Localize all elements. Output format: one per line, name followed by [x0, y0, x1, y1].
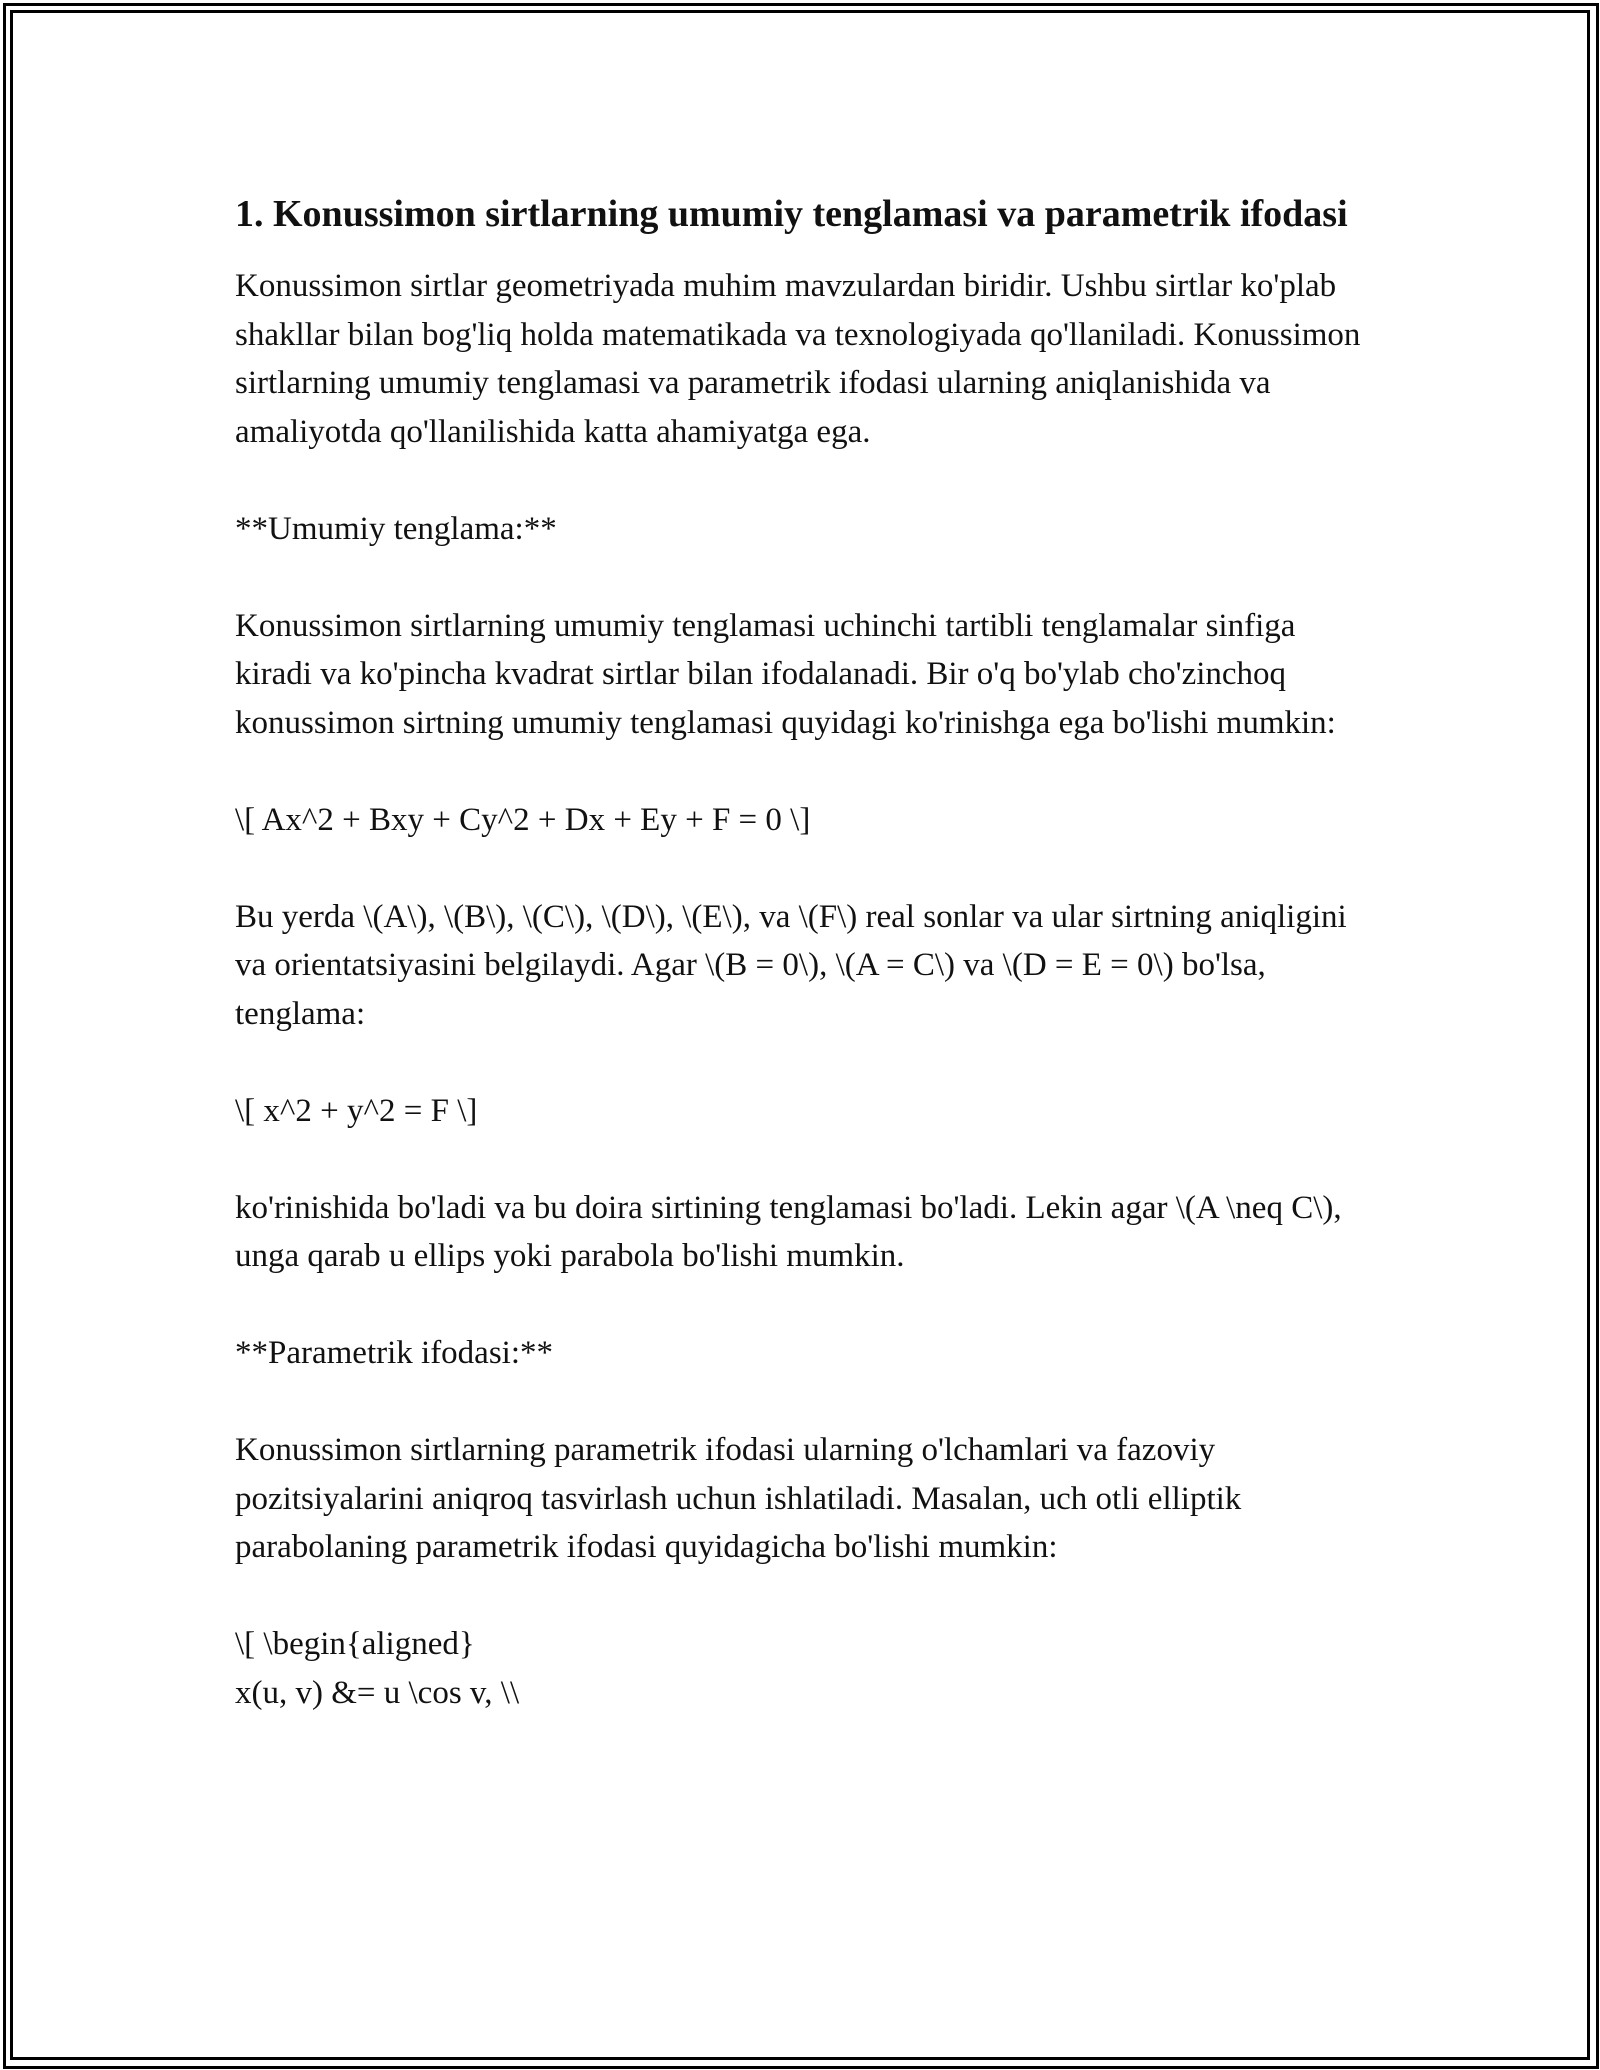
- general-equation-formula: \[ Ax^2 + Bxy + Cy^2 + Dx + Ey + F = 0 \]: [235, 801, 811, 838]
- coefficients-paragraph: Bu yerda \(A\), \(B\), \(C\), \(D\), \(E\), va \(F\) real sonlar va ular sirtning aniqligini va orientatsiyasini belgilaydi. Agar \(B = 0\), \(A = C\) va \(D = E = 0\) bo'lsa, tenglama:: [235, 898, 1347, 1032]
- document-body: [235, 186, 1375, 1766]
- general-equation-subheading: **Umumiy tenglama:**: [235, 510, 557, 547]
- circle-explanation-paragraph: ko'rinishida bo'ladi va bu doira sirtining tenglamasi bo'ladi. Lekin agar \(A \neq C\), unga qarab u ellips yoki parabola bo'lishi mumkin.: [235, 1189, 1342, 1274]
- parametric-subheading: **Parametrik ifodasi:**: [235, 1335, 554, 1371]
- parametric-paragraph: Konussimon sirtlarning parametrik ifodasi ularning o'lchamlari va fazoviy pozitsiyalarini aniqroq tasvirlash uchun ishlatiladi. Masalan, uch otli elliptik parabolaning parametrik ifodasi quyidagicha bo'lishi mumkin:: [235, 1432, 1242, 1565]
- general-equation-paragraph: Konussimon sirtlarning umumiy tenglamasi uchinchi tartibli tenglamalar sinfiga kiradi va ko'pincha kvadrat sirtlar bilan ifodalanadi. Bir o'q bo'ylab cho'zinchoq konussimon sirtning umumiy tenglamasi quyidagi ko'rinishga ega bo'lishi mumkin:: [235, 607, 1336, 741]
- parametric-formula: \[ \begin{aligned} x(u, v) &= u \cos v, \\: [235, 1626, 520, 1711]
- circle-equation-formula: \[ x^2 + y^2 = F \]: [235, 1092, 478, 1129]
- intro-paragraph: Konussimon sirtlar geometriyada muhim mavzulardan biridir. Ushbu sirtlar ko'plab shakllar bilan bog'liq holda matematikada va texnologiyada qo'llaniladi. Konussimon sirtlarning umumiy tenglamasi va parametrik ifodasi ularning aniqlanishida va amaliyotda qo'llanilishida katta ahamiyatga ega.: [235, 268, 1361, 450]
- section-heading: 1. Konussimon sirtlarning umumiy tenglamasi va parametrik ifodasi: [235, 193, 1348, 235]
